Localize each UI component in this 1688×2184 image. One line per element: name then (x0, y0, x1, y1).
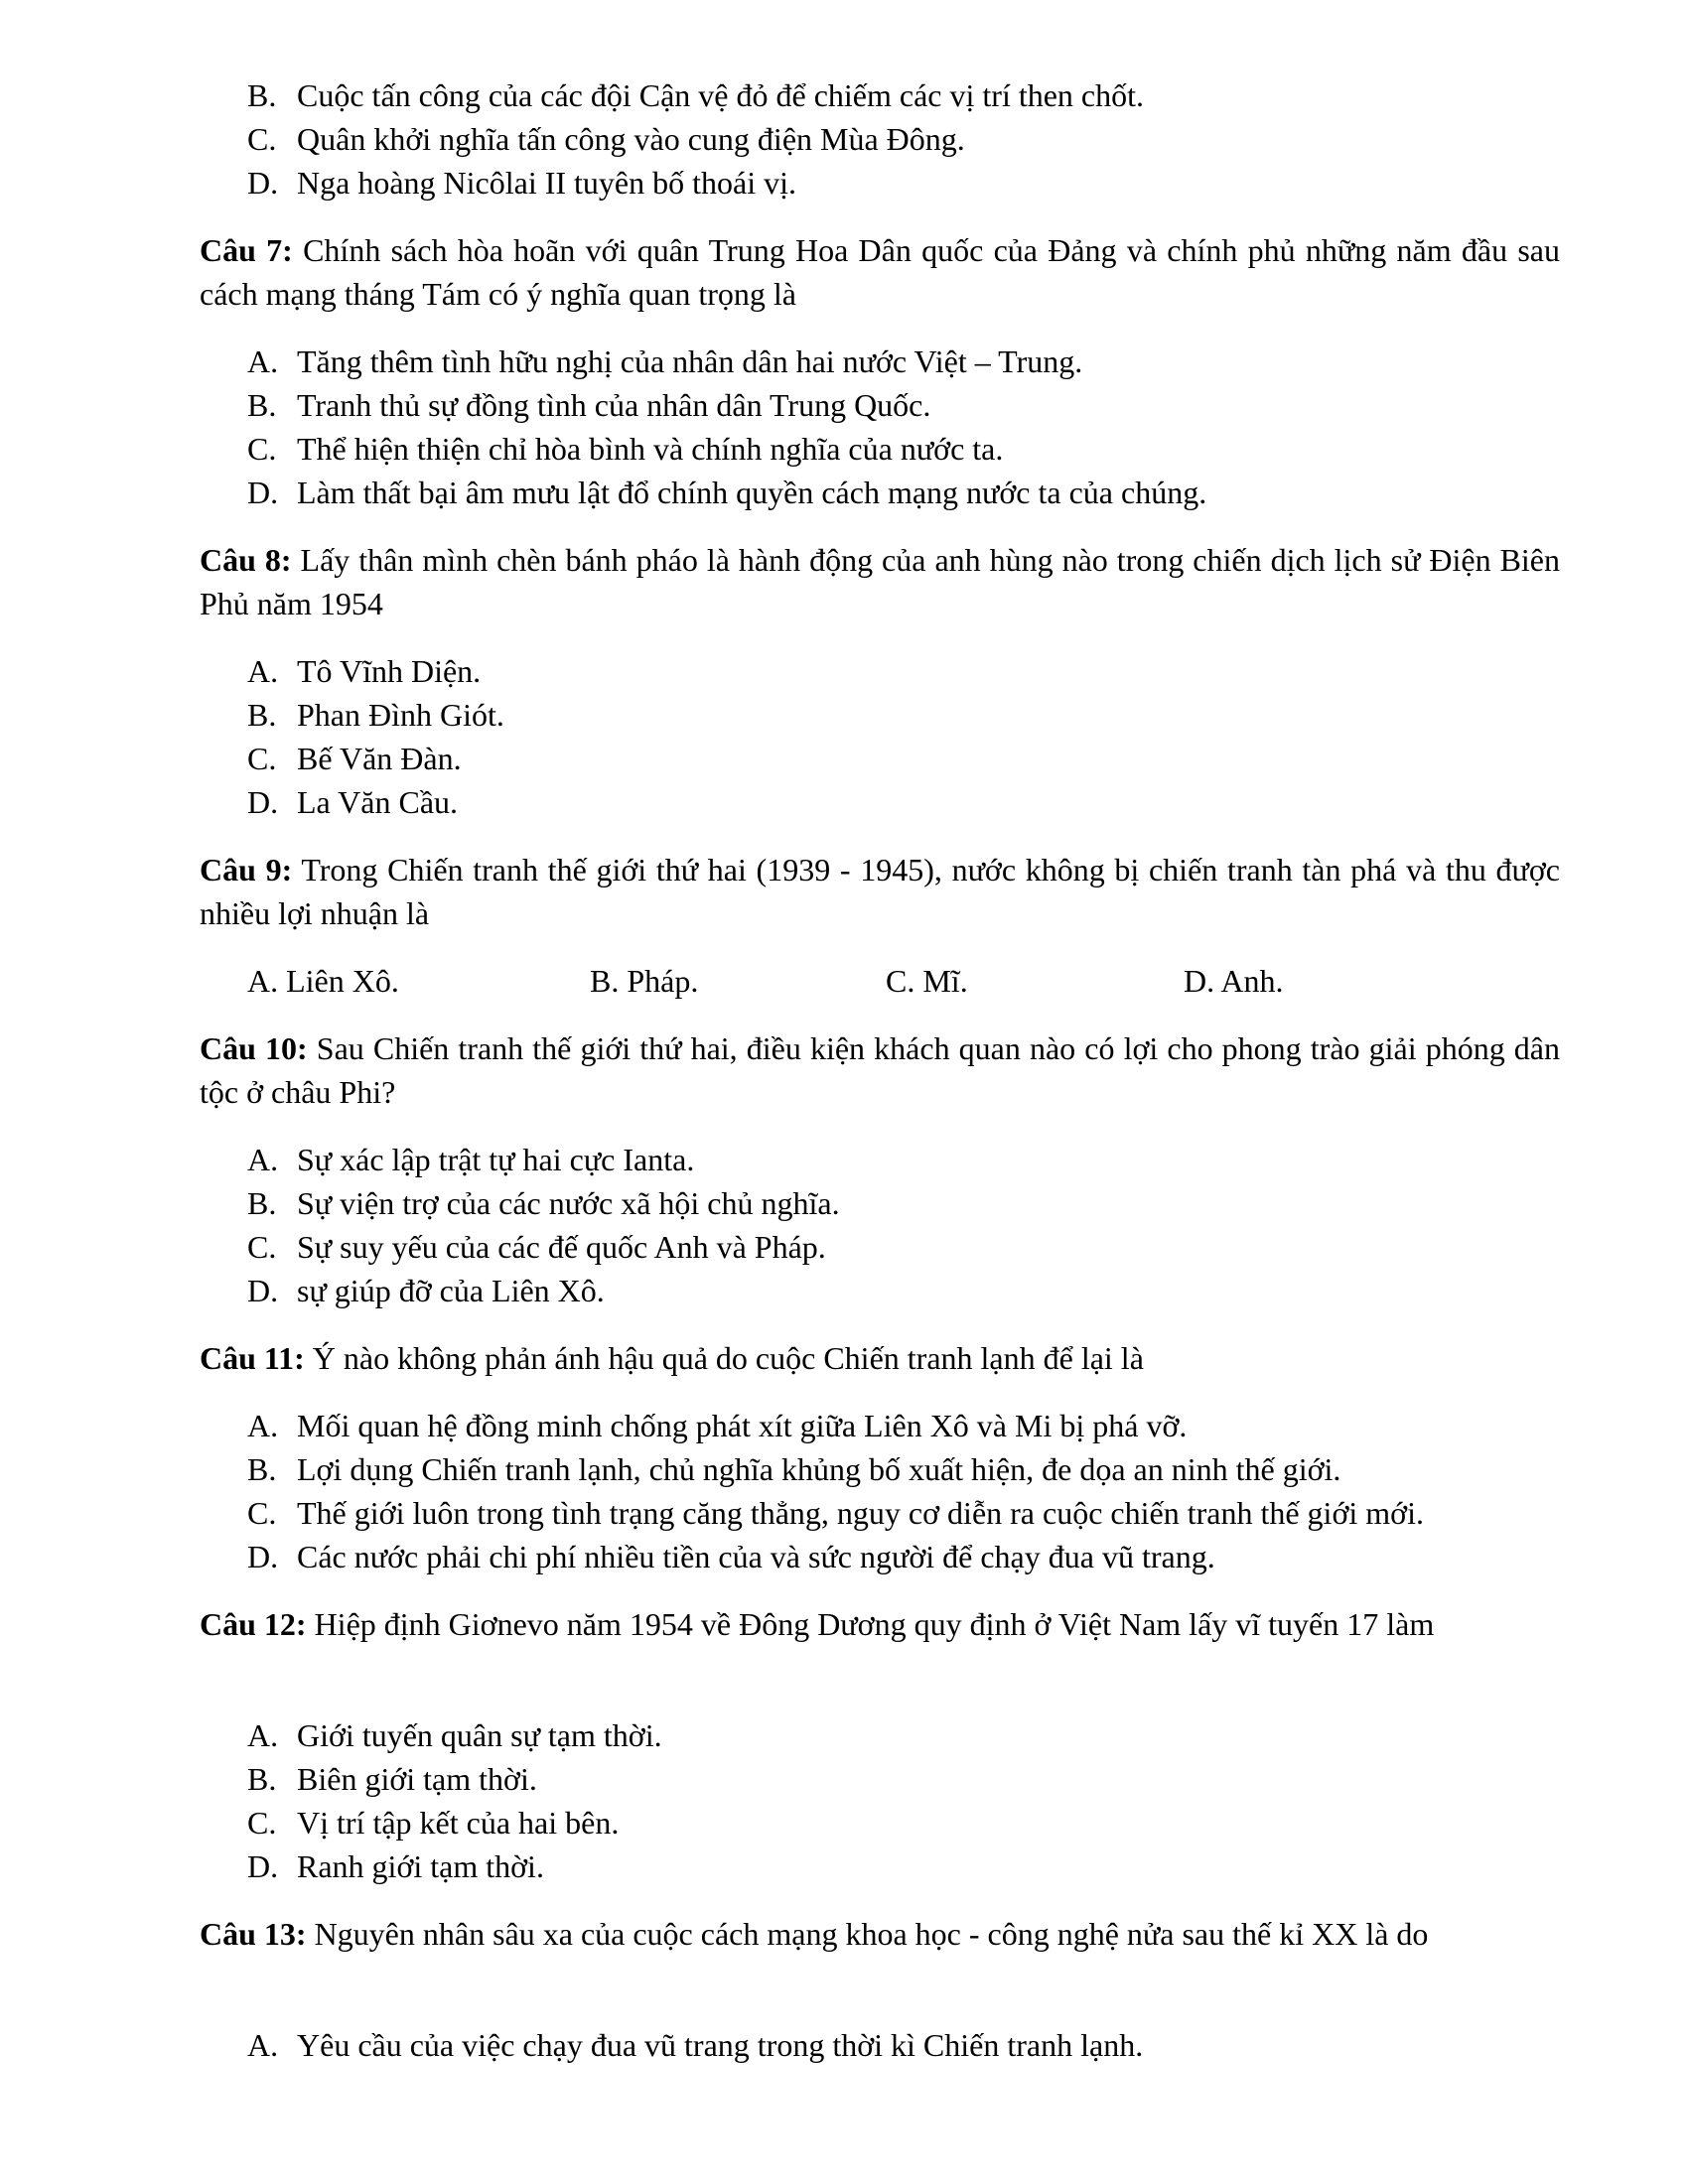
question-10-option-d (247, 1269, 605, 1312)
option-text: Vị trí tập kết của hai bên. (297, 1805, 620, 1841)
option-text: Cuộc tấn công của các đội Cận vệ đỏ để chiếm các vị trí then chốt. (297, 77, 1145, 113)
question-label: Câu 8: (200, 542, 292, 578)
option-d-carryover (247, 161, 796, 205)
question-text: Hiệp định Giơnevo năm 1954 về Đông Dương quy định ở Việt Nam lấy vĩ tuyến 17 làm (306, 1606, 1435, 1642)
option-letter: D. (247, 475, 279, 510)
option-text: Sự viện trợ của các nước xã hội chủ nghĩa. (297, 1185, 840, 1221)
option-letter: D. (247, 1273, 279, 1308)
option-letter: A. (247, 2027, 279, 2063)
question-7-option-b (247, 383, 930, 427)
option-letter: A. (247, 1408, 279, 1443)
option-letter: A. (247, 1142, 279, 1177)
question-label: Câu 7: (200, 232, 293, 268)
option-letter: B. (247, 1185, 277, 1221)
option-text: Làm thất bại âm mưu lật đổ chính quyền cách mạng nước ta của chúng. (297, 475, 1207, 510)
option-letter: C. (247, 431, 277, 467)
question-10 (200, 1026, 1560, 1114)
question-13-option-a (247, 2023, 1143, 2067)
question-text: Ý nào không phản ánh hậu quả do cuộc Chiến tranh lạnh để lại là (304, 1340, 1144, 1376)
question-13 (200, 1912, 1560, 1956)
option-letter: C. (247, 741, 277, 776)
option-text: Phan Đình Giót. (297, 697, 504, 733)
question-11-option-b (247, 1447, 1340, 1491)
question-9-option-b: B. Pháp. (590, 963, 699, 999)
question-text: Nguyên nhân sâu xa của cuộc cách mạng khoa học - công nghệ nửa sau thế kỉ XX là do (306, 1916, 1429, 1952)
question-8-option-a (247, 649, 481, 693)
question-12-option-b (247, 1757, 537, 1801)
question-11 (200, 1336, 1560, 1380)
question-label: Câu 13: (200, 1916, 307, 1952)
question-7-option-a (247, 340, 1082, 383)
question-label: Câu 9: (200, 852, 293, 887)
question-label: Câu 12: (200, 1606, 307, 1642)
option-letter: C. (247, 121, 277, 157)
question-text: Sau Chiến tranh thế giới thứ hai, điều kiện khách quan nào có lợi cho phong trào giải phóng dân tộc ở châu Phi? (200, 1030, 1561, 1110)
question-10-option-b (247, 1181, 840, 1225)
question-7 (200, 228, 1560, 316)
option-text: Yêu cầu của việc chạy đua vũ trang trong thời kì Chiến tranh lạnh. (297, 2027, 1144, 2063)
question-label: Câu 11: (200, 1340, 305, 1376)
option-text: Lợi dụng Chiến tranh lạnh, chủ nghĩa khủng bố xuất hiện, đe dọa an ninh thế giới. (297, 1451, 1341, 1487)
option-letter: D. (247, 784, 279, 820)
option-text: Ranh giới tạm thời. (297, 1848, 544, 1884)
option-letter: B. (247, 697, 277, 733)
question-12-option-a (247, 1713, 662, 1757)
option-letter: B. (247, 1451, 277, 1487)
option-text: La Văn Cầu. (297, 784, 459, 820)
option-letter: D. (247, 1539, 279, 1574)
option-text: Sự xác lập trật tự hai cực Ianta. (297, 1142, 695, 1177)
option-b-carryover (247, 73, 1144, 117)
option-text: Tranh thủ sự đồng tình của nhân dân Trung Quốc. (297, 387, 931, 423)
question-7-option-d (247, 471, 1206, 514)
question-8-option-b (247, 693, 504, 737)
question-text: Chính sách hòa hoãn với quân Trung Hoa Dân quốc của Đảng và chính phủ những năm đầu sau cách mạng tháng Tám có ý nghĩa quan trọng là (200, 232, 1561, 312)
option-text: Tô Vĩnh Diện. (297, 653, 482, 689)
question-11-option-c (247, 1491, 1424, 1535)
option-text: Thế giới luôn trong tình trạng căng thẳng, nguy cơ diễn ra cuộc chiến tranh thế giới mới. (297, 1495, 1424, 1531)
question-10-option-c (247, 1225, 826, 1269)
question-12 (200, 1602, 1560, 1646)
option-text: Biên giới tạm thời. (297, 1761, 537, 1797)
question-8-option-d (247, 780, 458, 824)
option-text: Nga hoàng Nicôlai II tuyên bố thoái vị. (297, 165, 796, 201)
option-c-carryover (247, 117, 965, 161)
option-letter: D. (247, 1848, 279, 1884)
question-8-option-c (247, 737, 462, 780)
option-letter: A. (247, 653, 279, 689)
option-letter: B. (247, 77, 277, 113)
option-text: Bế Văn Đàn. (297, 741, 462, 776)
question-9-option-d: D. Anh. (1184, 963, 1284, 999)
option-text: sự giúp đỡ của Liên Xô. (297, 1273, 605, 1308)
question-8 (200, 538, 1560, 625)
question-9 (200, 848, 1560, 935)
question-text: Lấy thân mình chèn bánh pháo là hành động của anh hùng nào trong chiến dịch lịch sử Điện Biên Phủ năm 1954 (200, 542, 1561, 621)
option-text: Quân khởi nghĩa tấn công vào cung điện Mùa Đông. (297, 121, 965, 157)
option-letter: A. (247, 343, 279, 379)
question-11-option-d (247, 1535, 1215, 1578)
question-12-option-d (247, 1844, 544, 1888)
option-text: Tăng thêm tình hữu nghị của nhân dân hai nước Việt – Trung. (297, 343, 1083, 379)
option-text: Các nước phải chi phí nhiều tiền của và sức người để chạy đua vũ trang. (297, 1539, 1215, 1574)
option-letter: C. (247, 1229, 277, 1265)
question-11-option-a (247, 1404, 1187, 1447)
option-letter: B. (247, 387, 277, 423)
option-letter: C. (247, 1495, 277, 1531)
option-letter: B. (247, 1761, 277, 1797)
option-text: Sự suy yếu của các đế quốc Anh và Pháp. (297, 1229, 826, 1265)
question-12-option-c (247, 1801, 619, 1844)
question-text: Trong Chiến tranh thế giới thứ hai (1939 - 1945), nước không bị chiến tranh tàn phá và thu được nhiều lợi nhuận là (200, 852, 1561, 931)
option-text: Mối quan hệ đồng minh chống phát xít giữa Liên Xô và Mi bị phá vỡ. (297, 1408, 1188, 1443)
option-text: Thể hiện thiện chỉ hòa bình và chính nghĩa của nước ta. (297, 431, 1004, 467)
option-text: Giới tuyến quân sự tạm thời. (297, 1717, 662, 1753)
question-10-option-a (247, 1138, 694, 1181)
question-9-option-c: C. Mĩ. (886, 963, 968, 999)
question-7-option-c (247, 427, 1003, 471)
question-9-option-a: A. Liên Xô. (247, 963, 399, 999)
option-letter: A. (247, 1717, 279, 1753)
option-letter: D. (247, 165, 279, 201)
question-label: Câu 10: (200, 1030, 308, 1066)
option-letter: C. (247, 1805, 277, 1841)
